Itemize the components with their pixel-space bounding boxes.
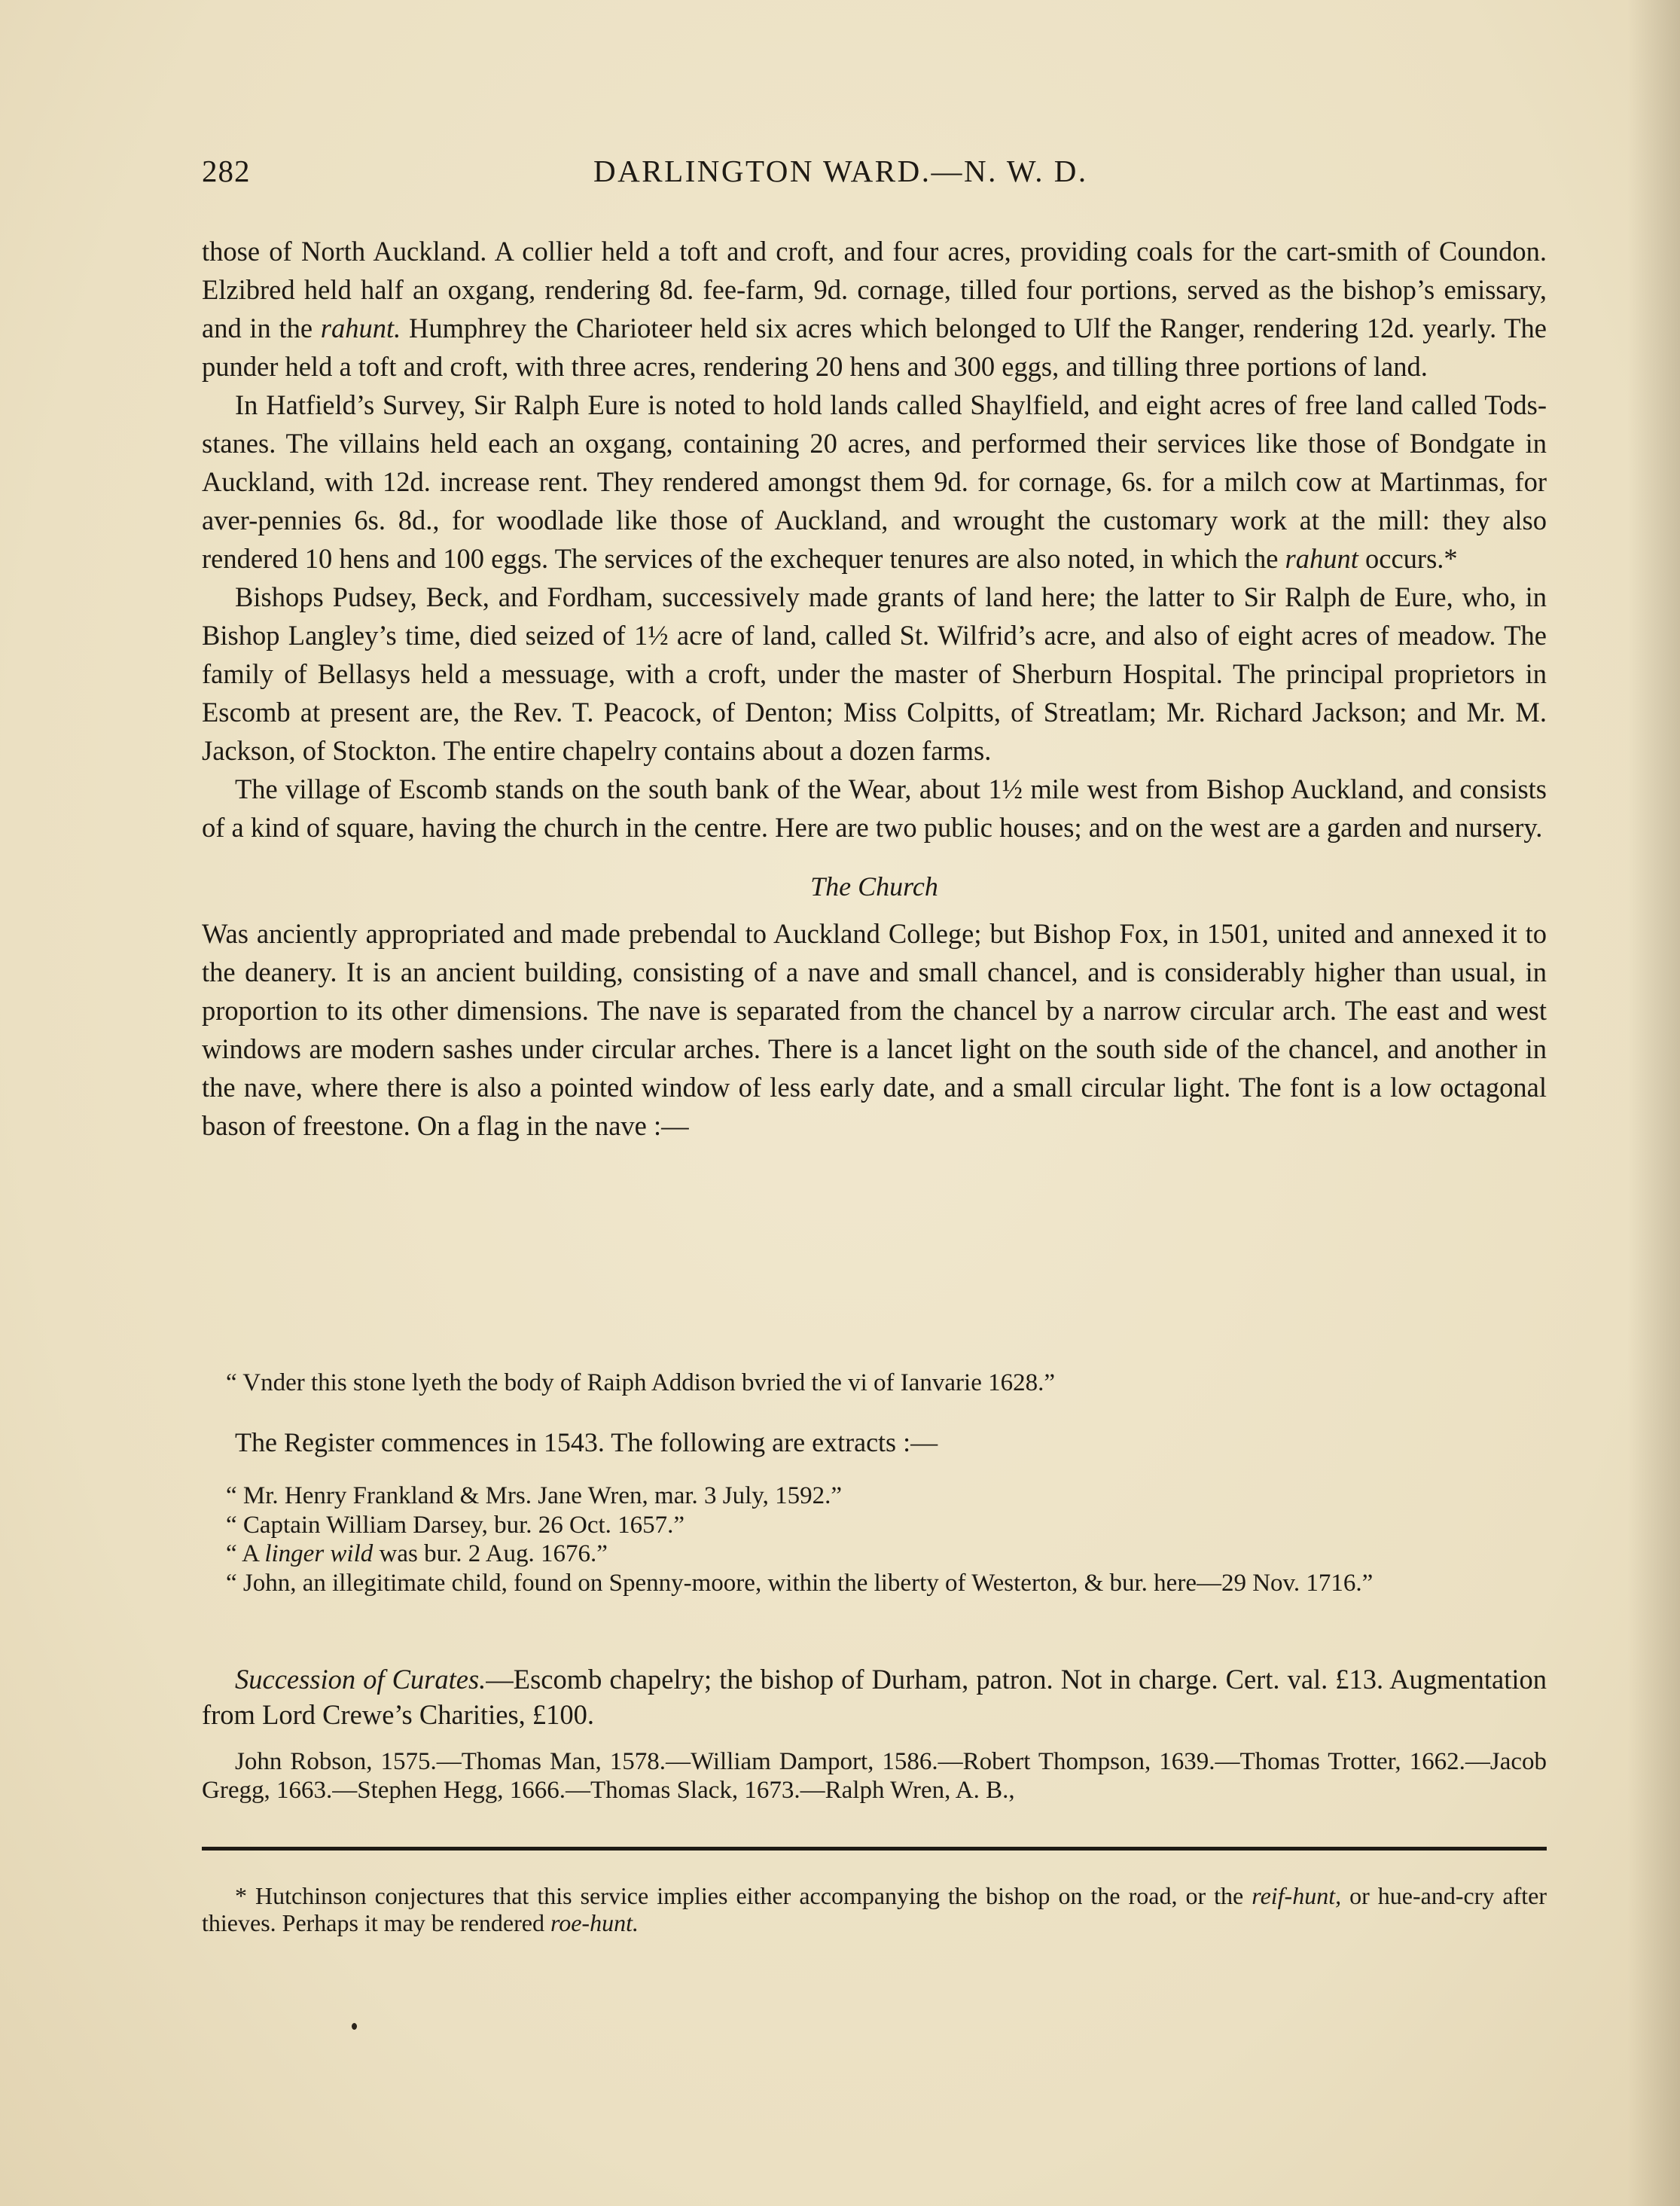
main-text bbox=[202, 232, 1547, 1145]
running-header bbox=[202, 153, 1547, 198]
footnote-paragraph: * Hutchinson conjectures that this service implies either accompanying the bishop on the road, or the reif-hunt, or hue-and-cry after thieves. Perhaps it may be rendered roe-hunt. bbox=[202, 1882, 1547, 1936]
ink-speck bbox=[352, 2023, 357, 2030]
curates-list-paragraph: John Robson, 1575.—Thomas Man, 1578.—William Damport, 1586.—Robert Thompson, 1639.—Thomas Trotter, 1662.—Jacob Gregg, 1663.—Stephen Hegg, 1666.—Thomas Slack, 1673.—Ralph Wren, A. B., bbox=[202, 1748, 1547, 1804]
running-title: DARLINGTON WARD.—N. W. D. bbox=[593, 154, 1088, 188]
extract-line: “ John, an illegitimate child, found on Spenny-moore, within the liberty of Westerton, & bur. here—29 Nov. 1716.” bbox=[226, 1569, 1374, 1597]
register-intro: The Register commences in 1543. The following are extracts :— bbox=[235, 1427, 938, 1457]
paragraph: In Hatfield’s Survey, Sir Ralph Eure is noted to hold lands called Shaylfield, and eight acres of free land called Tods-stanes. The villains held each an oxgang, containing 20 acres, and performed their services like those of Bondgate in Auckland, with 12d. increase rent. They rendered amongst them 9d. for cornage, 6s. for a milch cow at Martinmas, for aver-pennies 6s. 8d., for woodlade like those of Auckland, and wrought the customary work at the mill: they also rendered 10 hens and 100 eggs. The services of the exchequer tenures are also noted, in which the rahunt occurs.* bbox=[202, 389, 1547, 574]
curates-list bbox=[202, 1747, 1547, 1805]
register-extracts bbox=[202, 1481, 1547, 1597]
section-heading: The Church bbox=[810, 871, 938, 902]
footnote-rule bbox=[202, 1847, 1547, 1851]
curates-paragraph: Succession of Curates.—Escomb chapelry; the bishop of Durham, patron. Not in charge. Cert. val. £13. Augmentation from Lord Crewe’s Charities, £100. bbox=[202, 1664, 1547, 1730]
curates-section bbox=[202, 1661, 1547, 1732]
extract-line: “ Captain William Darsey, bur. 26 Oct. 1657.” bbox=[226, 1511, 685, 1539]
paragraph: those of North Auckland. A collier held a toft and croft, and four acres, providing coals for the cart-smith of Coundon. Elzibred held half an oxgang, rendering 8d. fee-farm, 9d. cornage, tilled four portions, served as the bishop’s emissary, and in the rahunt. Humphrey the Charioteer held six acres which belonged to Ulf the Ranger, rendering 12d. yearly. The punder held a toft and croft, with three acres, rendering 20 hens and 300 eggs, and tilling three portions of land. bbox=[202, 236, 1547, 382]
footnote bbox=[202, 1882, 1547, 1936]
page-number: 282 bbox=[202, 154, 251, 188]
extract-line: “ Mr. Henry Frankland & Mrs. Jane Wren, mar. 3 July, 1592.” bbox=[226, 1482, 843, 1509]
extract-line: “ A linger wild was bur. 2 Aug. 1676.” bbox=[226, 1540, 608, 1567]
inscription-quote: “ Vnder this stone lyeth the body of Raiph Addison bvried the vi of Ianvarie 1628.” bbox=[226, 1369, 1056, 1396]
binding-shadow bbox=[1627, 0, 1680, 2206]
paragraph: The village of Escomb stands on the south bank of the Wear, about 1½ mile west from Bishop Auckland, and consists of a kind of square, having the church in the centre. Here are two public houses; and on the west are a garden and nursery. bbox=[202, 773, 1547, 843]
paragraph: Bishops Pudsey, Beck, and Fordham, successively made grants of land here; the latter to Sir Ralph de Eure, who, in Bishop Langley’s time, died seized of 1½ acre of land, called St. Wilfrid’s acre, and also of eight acres of meadow. The family of Bellasys held a messuage, with a croft, under the master of Sherburn Hospital. The principal proprietors in Escomb at present are, the Rev. T. Peacock, of Denton; Miss Colpitts, of Streatlam; Mr. Richard Jackson; and Mr. M. Jackson, of Stockton. The entire chapelry contains about a dozen farms. bbox=[202, 581, 1547, 766]
church-paragraph: Was anciently appropriated and made prebendal to Auckland College; but Bishop Fox, in 1501, united and annexed it to the deanery. It is an ancient building, consisting of a nave and small chancel, and is considerably higher than usual, in proportion to its other dimensions. The nave is separated from the chancel by a narrow circular arch. The east and west windows are modern sashes under circular arches. There is a lancet light on the south side of the chancel, and another in the nave, where there is also a pointed window of less early date, and a small circular light. The font is a low octagonal bason of freestone. On a flag in the nave :— bbox=[202, 918, 1547, 1141]
